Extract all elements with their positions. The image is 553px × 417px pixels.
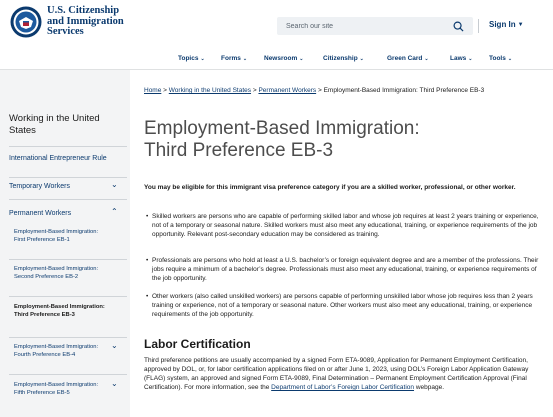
nav-tools[interactable]: Tools ⌄ (489, 55, 513, 62)
sidebar-subitem-eb1[interactable]: Employment-Based Immigration: First Preference EB-1 (14, 229, 99, 243)
section-heading: Labor Certification (144, 337, 251, 351)
uscis-seal-logo[interactable] (10, 6, 42, 38)
list-item-text: Other workers (also called unskilled workers) are persons capable of performing unskilled labor whose job requires less than 2 years training or experience, not of a temporary or seasonal nature. Other workers must also meet any educational, training, or experience requirements of the job opportunity. (152, 293, 533, 318)
chevron-down-icon: ⌄ (468, 56, 473, 62)
sign-in-button[interactable] (489, 20, 524, 29)
sidebar-subitem-eb3[interactable]: Employment-Based Immigration: Third Preference EB-3 (14, 304, 105, 318)
nav-topics[interactable]: Topics ⌄ (178, 55, 205, 62)
section-text: Third preference petitions are usually accompanied by a signed Form ETA-9089, Application for Permanent Employment Certification, approved by DOL, or, for labor certification applications filed on or after June 1, 2023, using DOL’s Foreign Labor Application Gateway (FLAG) system, an approved and signed Form ETA-9089, Final Determination – Permanent Employment Certification Approval (Final Certification). For more information, see the (144, 357, 529, 391)
section-paragraph (144, 356, 548, 392)
sidebar-item-permanent-workers[interactable]: Permanent Workers (9, 210, 72, 217)
list-item (146, 292, 546, 319)
section-tail: webpage. (414, 384, 445, 391)
chevron-down-icon: ⌄ (507, 56, 513, 62)
sign-in-label: Sign In (489, 20, 516, 29)
agency-name-line-1: U.S. Citizenship (47, 5, 120, 16)
intro-paragraph: You may be eligible for this immigrant visa preference category if you are a skilled worker, professional, or other worker. (144, 184, 516, 191)
caret-down-icon: ▼ (517, 21, 524, 28)
nav-green-card[interactable]: Green Card ⌄ (387, 55, 429, 62)
sidebar-item-international-entrepreneur-rule[interactable]: International Entrepreneur Rule (9, 155, 107, 162)
breadcrumb-current: Employment-Based Immigration: Third Preference EB-3 (323, 87, 485, 94)
dol-flc-link[interactable]: Department of Labor’s Foreign Labor Certification (271, 384, 415, 391)
list-item-text: Skilled workers are persons who are capable of performing skilled labor and whose job requires at least 2 years training or experience, not of a temporary or seasonal nature. Skilled workers must also meet any educational, training, or experience requirements of the job opportunity. Relevant post-secondary education may be considered as training. (152, 213, 539, 238)
chevron-down-icon[interactable]: ⌄ (111, 341, 118, 350)
agency-name-line-3: Services (47, 26, 84, 37)
chevron-up-icon[interactable]: ⌃ (111, 207, 118, 216)
sidebar-divider (9, 199, 127, 200)
search-box (277, 17, 473, 35)
list-item-text: Professionals are persons who hold at least a U.S. bachelor’s or foreign equivalent degree and are a member of the professions. Their jobs require a minimum of a bachelor’s degree. Professionals must also meet any educational, training, or experience requirements of the job opportunity. (152, 257, 539, 282)
bullet-icon: • (146, 293, 149, 300)
sidebar-subitem-eb2[interactable]: Employment-Based Immigration: Second Preference EB-2 (14, 266, 99, 280)
chevron-down-icon: ⌄ (424, 56, 429, 62)
breadcrumb-home-link[interactable]: Home (144, 87, 162, 94)
search-input[interactable] (277, 17, 447, 35)
breadcrumb-separator: > (317, 87, 322, 94)
header-divider (478, 19, 479, 33)
breadcrumb-separator: > (163, 87, 167, 94)
breadcrumb-permanent-workers-link[interactable]: Permanent Workers (258, 87, 317, 94)
chevron-down-icon[interactable]: ⌄ (111, 180, 118, 189)
sidebar-divider (9, 296, 127, 297)
sidebar-item-temporary-workers[interactable]: Temporary Workers (9, 183, 70, 190)
breadcrumb (144, 87, 544, 95)
agency-name[interactable] (47, 6, 124, 38)
chevron-down-icon[interactable]: ⌄ (111, 379, 118, 388)
nav-forms[interactable]: Forms ⌄ (221, 55, 248, 62)
sidebar-divider (9, 337, 127, 338)
list-item (146, 256, 546, 283)
sidebar-divider (9, 259, 127, 260)
chevron-down-icon: ⌄ (299, 56, 304, 62)
page-title: Employment-Based Immigration: Third Preference EB-3 (144, 118, 420, 161)
search-button[interactable] (448, 16, 468, 36)
nav-newsroom[interactable]: Newsroom ⌄ (264, 55, 304, 62)
bullet-icon: • (146, 257, 149, 264)
sidebar-divider (9, 177, 127, 178)
search-icon (453, 21, 464, 32)
sidebar-title: Working in the United States (9, 113, 100, 136)
breadcrumb-separator: > (252, 87, 257, 94)
sidebar-divider (9, 374, 127, 375)
bullet-icon: • (146, 213, 149, 220)
sidebar-subitem-eb4[interactable]: Employment-Based Immigration: Fourth Preference EB-4 (14, 344, 99, 358)
sidebar-divider (9, 146, 127, 147)
nav-citizenship[interactable]: Citizenship ⌄ (323, 55, 364, 62)
nav-laws[interactable]: Laws ⌄ (450, 55, 473, 62)
breadcrumb-working-link[interactable]: Working in the United States (168, 87, 252, 94)
chevron-down-icon: ⌄ (359, 56, 364, 62)
list-item (146, 212, 546, 239)
sidebar-subitem-eb5[interactable]: Employment-Based Immigration: Fifth Preference EB-5 (14, 382, 99, 396)
site-header (0, 0, 553, 50)
chevron-down-icon: ⌄ (242, 56, 248, 62)
agency-name-line-2: and Immigration (47, 15, 124, 27)
chevron-down-icon: ⌄ (200, 56, 205, 62)
